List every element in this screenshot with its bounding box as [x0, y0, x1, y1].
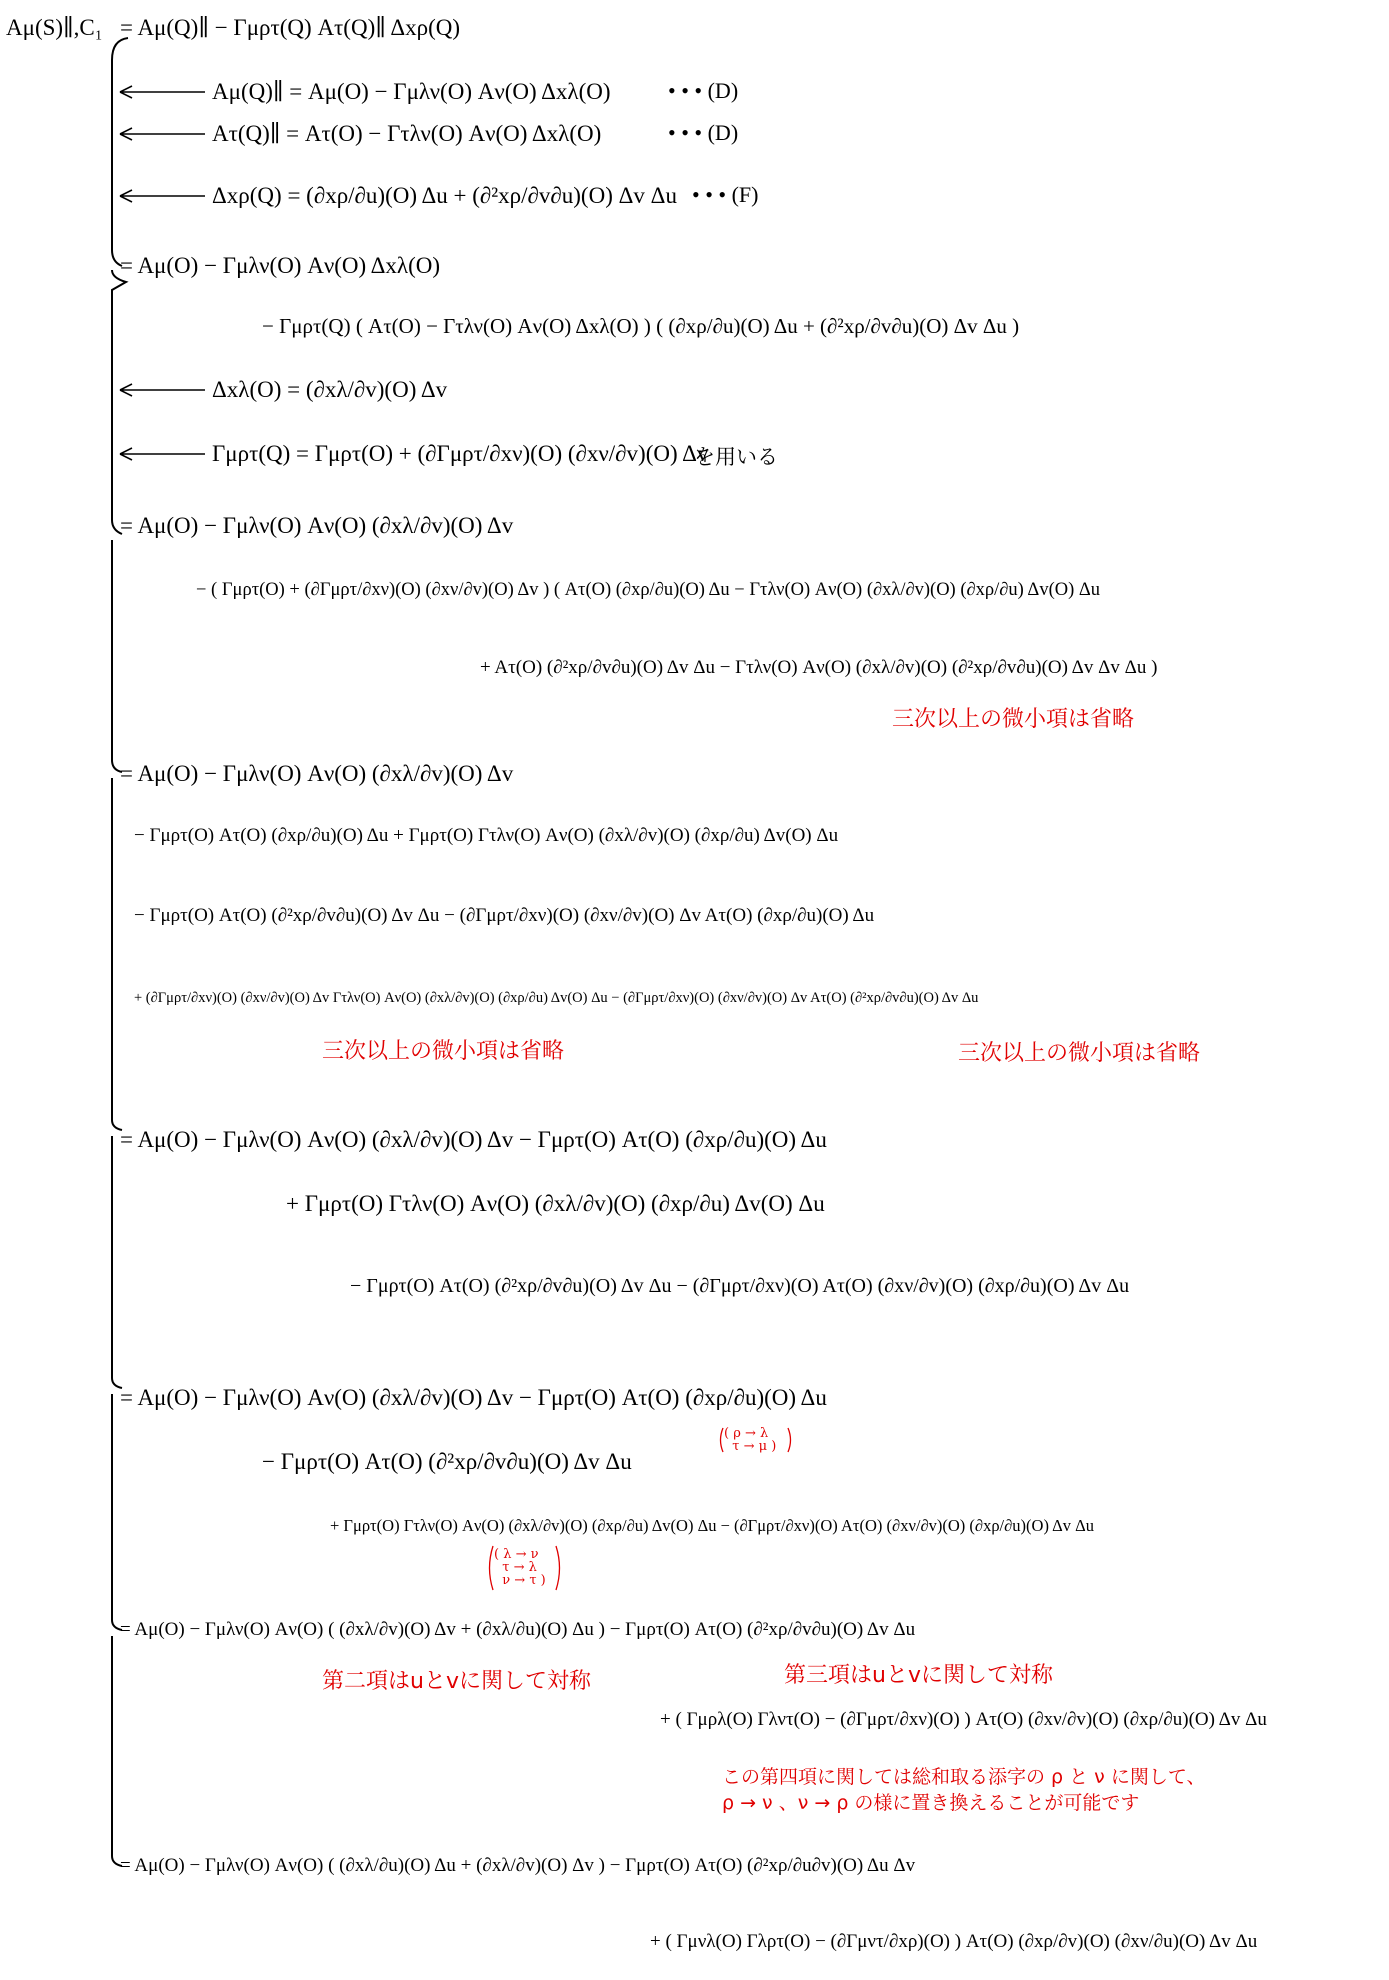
- equation-4-line-4: + (∂Γμρτ/∂xν)(O) (∂xν/∂v)(O) Δv Γτλν(O) Aν(O) (∂xλ/∂v)(O) (∂xρ/∂u) Δv(O) Δu − (∂Γμρτ/∂xν)(O) (∂xν/∂v)(O) Δv Aτ(O) (∂²xρ/∂v∂u)(O) Δv Δu: [134, 990, 979, 1006]
- note-use: を用いる: [694, 445, 778, 469]
- equation-4-line-2: − Γμρτ(O) Aτ(O) (∂xρ/∂u)(O) Δu + Γμρτ(O) Γτλν(O) Aν(O) (∂xλ/∂v)(O) (∂xρ/∂u) Δv(O) Δu: [134, 825, 839, 846]
- tag-D-1: • • • (D): [668, 78, 739, 103]
- equation-2-line-1: = Aμ(O) − Γμλν(O) Aν(O) Δxλ(O): [120, 253, 441, 278]
- arrow-3: [120, 190, 205, 202]
- tag-D-2: • • • (D): [668, 120, 739, 145]
- equation-7-line-1: = Aμ(O) − Γμλν(O) Aν(O) ( (∂xλ/∂v)(O) Δv + (∂xλ/∂u)(O) Δu ) − Γμρτ(O) Aτ(O) (∂²xρ/∂v∂u)(O) Δv Δu: [120, 1619, 916, 1640]
- arrow-5: [120, 448, 205, 460]
- note-third-term: 第三項はuとvに関して対称: [784, 1663, 1053, 1688]
- equation-6-line-2: − Γμρτ(O) Aτ(O) (∂²xρ/∂v∂u)(O) Δv Δu: [262, 1449, 632, 1474]
- sub-delta-x-Q: Δxρ(Q) = (∂xρ/∂u)(O) Δu + (∂²xρ/∂v∂u)(O) Δv Δu: [212, 183, 677, 208]
- equation-5-line-1: = Aμ(O) − Γμλν(O) Aν(O) (∂xλ/∂v)(O) Δv − Γμρτ(O) Aτ(O) (∂xρ/∂u)(O) Δu: [120, 1127, 827, 1152]
- equation-2-line-2: − Γμρτ(Q) ( Aτ(O) − Γτλν(O) Aν(O) Δxλ(O) ) ( (∂xρ/∂u)(O) Δu + (∂²xρ/∂v∂u)(O) Δv Δu ): [262, 314, 1020, 338]
- arrow-2: [120, 128, 205, 140]
- equation-3-line-1: = Aμ(O) − Γμλν(O) Aν(O) (∂xλ/∂v)(O) Δv: [120, 513, 514, 538]
- note-fourth-term-1: この第四項に関しては総和取る添字の ρ と ν に関して、: [722, 1766, 1206, 1788]
- sub-delta-x-lambda: Δxλ(O) = (∂xλ/∂v)(O) Δv: [212, 377, 448, 402]
- brace-6: [112, 1394, 122, 1630]
- sub-gamma-Q: Γμρτ(Q) = Γμρτ(O) + (∂Γμρτ/∂xν)(O) (∂xν/∂v)(O) Δv: [212, 441, 709, 466]
- equation-4-line-1: = Aμ(O) − Γμλν(O) Aν(O) (∂xλ/∂v)(O) Δv: [120, 761, 514, 786]
- tag-F: • • • (F): [692, 182, 759, 207]
- equation-6-line-1: = Aμ(O) − Γμλν(O) Aν(O) (∂xλ/∂v)(O) Δv − Γμρτ(O) Aτ(O) (∂xρ/∂u)(O) Δu: [120, 1385, 827, 1410]
- equation-3-line-3: + Aτ(O) (∂²xρ/∂v∂u)(O) Δv Δu − Γτλν(O) Aν(O) (∂xλ/∂v)(O) (∂²xρ/∂v∂u)(O) Δv Δv Δu ): [480, 657, 1158, 678]
- note-fourth-term-2: ρ → ν 、ν → ρ の様に置き換えることが可能です: [722, 1792, 1140, 1814]
- brace-3: [112, 540, 122, 772]
- note-omit-3: 三次以上の微小項は省略: [958, 1041, 1201, 1066]
- arrow-4: [120, 384, 205, 396]
- equation-7-line-2: + ( Γμρλ(O) Γλντ(O) − (∂Γμρτ/∂xν)(O) ) Aτ(O) (∂xν/∂v)(O) (∂xρ/∂u)(O) Δv Δu: [660, 1709, 1267, 1730]
- sub-A-tau-Q: Aτ(Q)∥ = Aτ(O) − Γτλν(O) Aν(O) Δxλ(O): [212, 121, 602, 146]
- index-map-2: ( λ → ν τ → λ ν → τ ): [494, 1547, 546, 1588]
- equation-1: = Aμ(Q)∥ − Γμρτ(Q) Aτ(Q)∥ Δxρ(Q): [120, 15, 461, 40]
- arrow-1: [120, 86, 205, 98]
- sub-A-mu-Q: Aμ(Q)∥ = Aμ(O) − Γμλν(O) Aν(O) Δxλ(O): [212, 79, 611, 104]
- lhs-parallel-transport: Aμ(S)∥,C₁: [6, 15, 103, 40]
- note-omit-1: 三次以上の微小項は省略: [892, 707, 1135, 732]
- equation-3-line-2: − ( Γμρτ(O) + (∂Γμρτ/∂xν)(O) (∂xν/∂v)(O) Δv ) ( Aτ(O) (∂xρ/∂u)(O) Δu − Γτλν(O) Aν(O) (∂xλ/∂v)(O) (∂xρ/∂u) Δv(O) Δu: [196, 580, 1101, 600]
- equation-5-line-3: − Γμρτ(O) Aτ(O) (∂²xρ/∂v∂u)(O) Δv Δu − (∂Γμρτ/∂xν)(O) Aτ(O) (∂xν/∂v)(O) (∂xρ/∂u)(O) Δv Δu: [350, 1275, 1130, 1297]
- brace-5: [112, 1136, 122, 1388]
- equation-8-line-1: = Aμ(O) − Γμλν(O) Aν(O) ( (∂xλ/∂u)(O) Δu + (∂xλ/∂v)(O) Δv ) − Γμρτ(O) Aτ(O) (∂²xρ/∂u∂v)(O) Δu Δv: [120, 1855, 916, 1876]
- brace-1: [112, 38, 128, 266]
- brace-7: [112, 1636, 122, 1866]
- index-map-1: ( ρ → λ τ → μ ): [724, 1426, 777, 1454]
- equation-5-line-2: + Γμρτ(O) Γτλν(O) Aν(O) (∂xλ/∂v)(O) (∂xρ/∂u) Δv(O) Δu: [286, 1191, 825, 1216]
- brace-2: [112, 270, 126, 534]
- note-second-term: 第二項はuとvに関して対称: [322, 1669, 591, 1694]
- equation-6-line-3: + Γμρτ(O) Γτλν(O) Aν(O) (∂xλ/∂v)(O) (∂xρ/∂u) Δv(O) Δu − (∂Γμρτ/∂xν)(O) Aτ(O) (∂xν/∂v)(O) (∂xρ/∂u)(O) Δv Δu: [330, 1516, 1094, 1535]
- equation-4-line-3: − Γμρτ(O) Aτ(O) (∂²xρ/∂v∂u)(O) Δv Δu − (∂Γμρτ/∂xν)(O) (∂xν/∂v)(O) Δv Aτ(O) (∂xρ/∂u)(O) Δu: [134, 905, 875, 926]
- equation-8-line-2: + ( Γμνλ(O) Γλρτ(O) − (∂Γμντ/∂xρ)(O) ) Aτ(O) (∂xρ/∂v)(O) (∂xν/∂u)(O) Δv Δu: [650, 1931, 1258, 1952]
- brace-4: [112, 778, 122, 1130]
- note-omit-2: 三次以上の微小項は省略: [322, 1039, 565, 1064]
